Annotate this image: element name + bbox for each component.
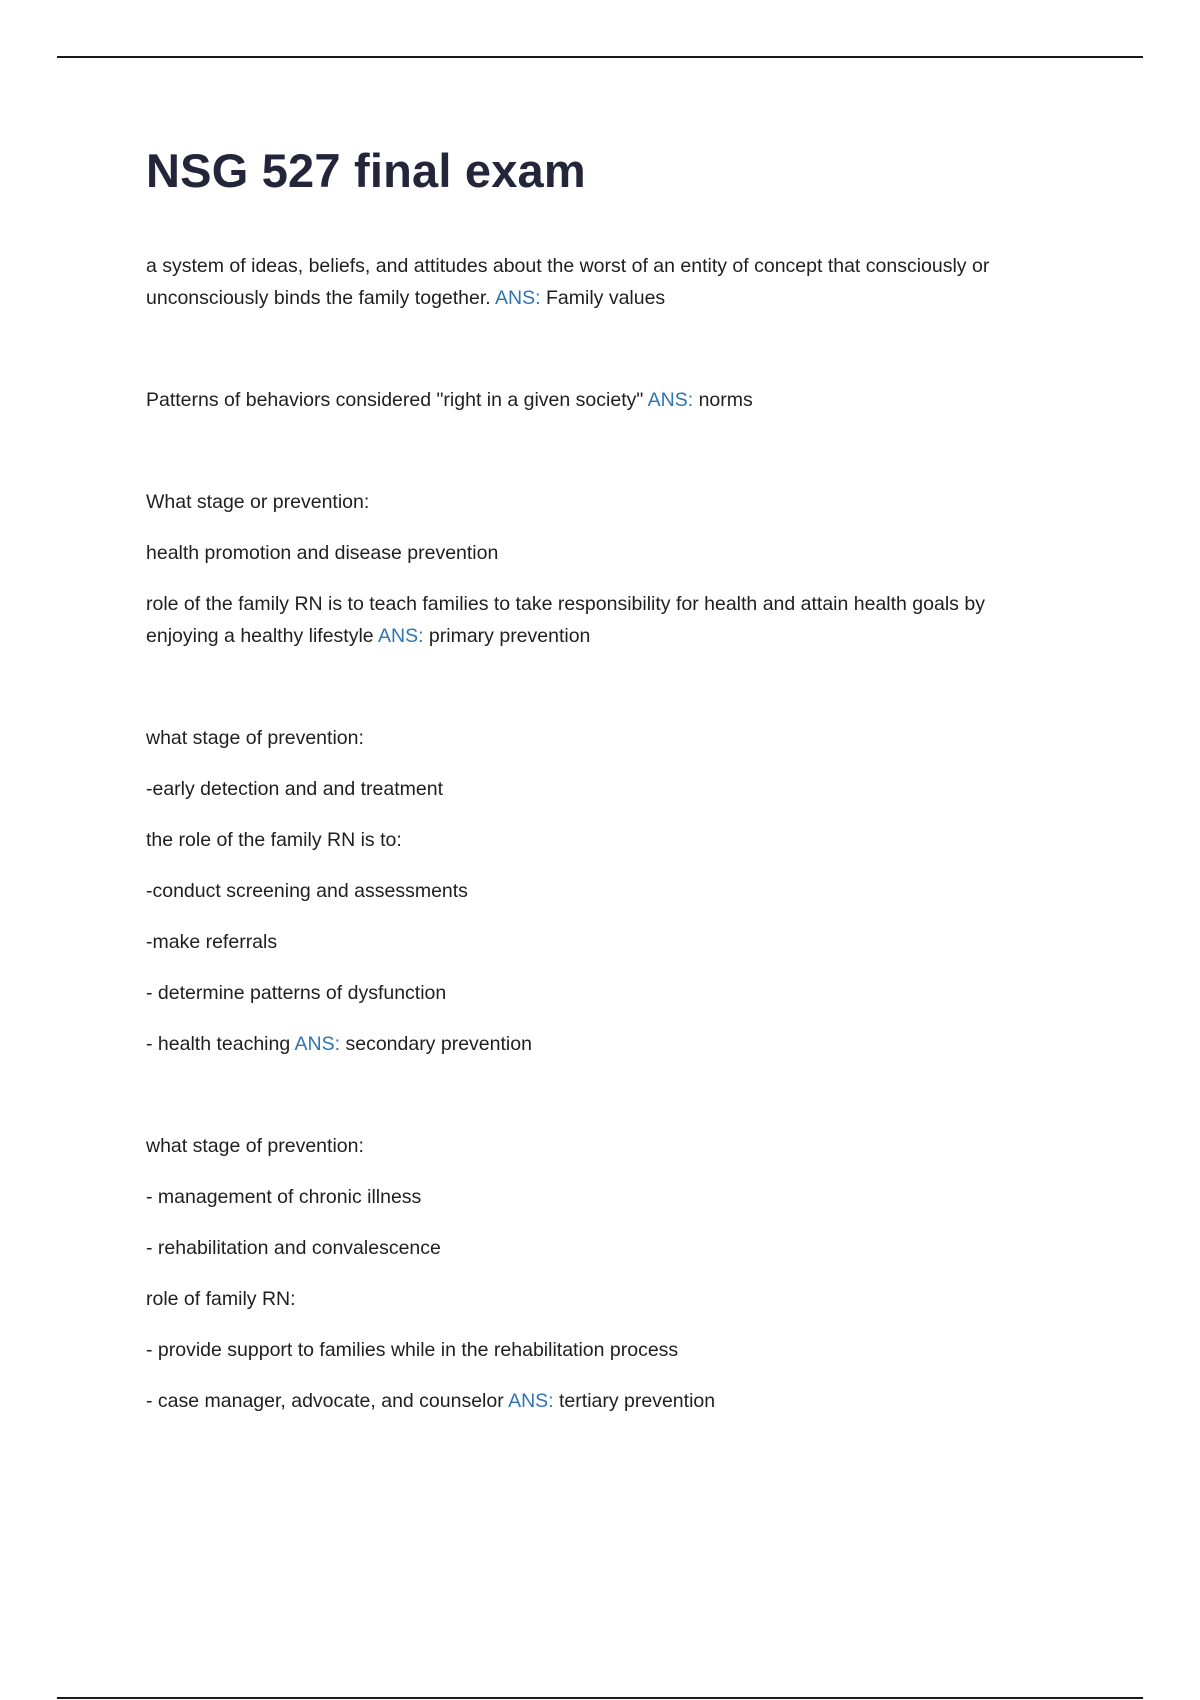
question-line: What stage or prevention: [146, 491, 370, 513]
page-title: NSG 527 final exam [146, 144, 586, 197]
qa-item [146, 1130, 1046, 1417]
question-line: the role of the family RN is to: [146, 829, 402, 851]
qa-item [146, 486, 1046, 652]
qa-question-line [146, 588, 1046, 652]
question-line: - provide support to families while in the rehabilitation process [146, 1339, 679, 1361]
answer-label: ANS: [647, 389, 694, 411]
question-line: role of family RN: [146, 1288, 296, 1310]
answer-label: ANS: [508, 1390, 554, 1412]
question-text: role of the family RN is to teach families to take responsibility for health and attain health goals by enjoying a healthy lifestyle [146, 593, 985, 647]
question-line: - management of chronic illness [146, 1186, 422, 1208]
qa-question-line [146, 1028, 1046, 1060]
question-line: - rehabilitation and convalescence [146, 1237, 441, 1259]
footer-rule [57, 1697, 1143, 1699]
answer-label: ANS: [377, 625, 424, 647]
question-line: - determine patterns of dysfunction [146, 982, 447, 1004]
question-line: -conduct screening and assessments [146, 880, 468, 902]
question-line: what stage of prevention: [146, 727, 364, 749]
answer-text: tertiary prevention [559, 1390, 716, 1412]
question-line: -make referrals [146, 931, 278, 953]
header-rule [57, 56, 1143, 58]
qa-question-line [146, 250, 1046, 314]
question-line: -early detection and and treatment [146, 778, 444, 800]
qa-list [146, 250, 1046, 1487]
answer-text: secondary prevention [345, 1033, 532, 1055]
qa-item [146, 250, 1046, 314]
answer-label: ANS: [294, 1033, 341, 1055]
question-line: what stage of prevention: [146, 1135, 364, 1157]
answer-text: Family values [545, 287, 666, 309]
question-text: - case manager, advocate, and counselor [146, 1390, 504, 1412]
answer-text: norms [698, 389, 753, 411]
qa-question-line [146, 1385, 1046, 1417]
answer-text: primary prevention [428, 625, 591, 647]
question-text: - health teaching [146, 1033, 291, 1055]
qa-item [146, 722, 1046, 1060]
qa-item [146, 384, 1046, 416]
answer-label: ANS: [495, 287, 541, 309]
question-text: Patterns of behaviors considered "right in a given society" [146, 389, 644, 411]
qa-question-line [146, 384, 1046, 416]
question-line: health promotion and disease prevention [146, 542, 499, 564]
question-text: a system of ideas, beliefs, and attitudes about the worst of an entity of concept that consciously or unconsciously binds the family together. [146, 255, 990, 309]
